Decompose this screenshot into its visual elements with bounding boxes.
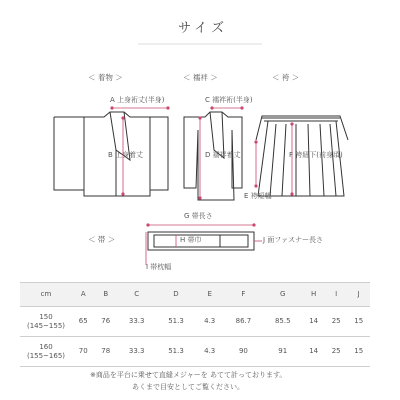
section-kimono: ＜ 着物 ＞ [88,73,123,82]
col-header: J [347,283,370,307]
table-row [20,337,370,367]
section-obi: ＜ 帯 ＞ [88,235,116,244]
table-cell: 51.3 [156,307,195,337]
label-b: B 上身着丈 [108,151,144,159]
table-cell: 78 [95,337,118,367]
row-size-cell [20,307,72,337]
label-i: I 帯枕幅 [146,263,172,271]
col-header: E [196,283,224,307]
table-cell: 25 [325,307,348,337]
label-g: G 帯長さ [184,212,213,220]
col-header: G [263,283,302,307]
label-h: H 帯巾 [180,236,202,244]
table-cell: 4.3 [196,307,224,337]
col-header: H [302,283,325,307]
size-table [20,282,370,367]
table-cell: 14 [302,307,325,337]
row-size-cell [20,337,72,367]
row-size: 150 [39,313,53,322]
table-cell: 4.3 [196,337,224,367]
section-hakama: ＜ 袴 ＞ [272,73,300,82]
table-cell: 91 [263,337,302,367]
table-cell: 51.3 [156,337,195,367]
col-header: B [95,283,118,307]
note-line-1: ※商品を平台に乗せて直縫メジャーを あてて計っております。 [90,371,287,379]
table-cell: 86.7 [224,307,263,337]
col-header: D [156,283,195,307]
col-header: C [117,283,156,307]
table-cell: 85.5 [263,307,302,337]
table-cell: 70 [72,337,95,367]
label-d: D 襦袢着丈 [205,151,241,159]
col-header: F [224,283,263,307]
table-cell: 15 [347,307,370,337]
row-range: (155~165) [26,351,66,360]
table-cell: 65 [72,307,95,337]
table-cell: 14 [302,337,325,367]
label-j: J 面ファスナー長さ [263,236,324,244]
label-a: A 上身裄丈(半身) [110,96,165,104]
table-row [20,307,370,337]
label-e: E 袴短幅 [244,192,272,200]
section-juban: ＜ 襦袢 ＞ [183,73,218,82]
table-cell: 33.3 [117,337,156,367]
label-c: C 襦袢裄(半身) [205,96,253,104]
table-cell: 25 [325,337,348,367]
page-title: サイズ [178,21,228,36]
table-cell: 15 [347,337,370,367]
row-size: 160 [39,343,53,352]
table-cell: 33.3 [117,307,156,337]
table-cell: 90 [224,337,263,367]
col-header: A [72,283,95,307]
row-range: (145~155) [26,321,66,330]
table-unit-header: cm [20,283,72,307]
col-header: I [325,283,348,307]
label-f: F 袴紐下(前身頃) [289,151,343,159]
table-header-row [20,283,370,307]
table-cell: 76 [95,307,118,337]
note-line-2: あくまで目安としてご覧ください。 [132,383,244,391]
